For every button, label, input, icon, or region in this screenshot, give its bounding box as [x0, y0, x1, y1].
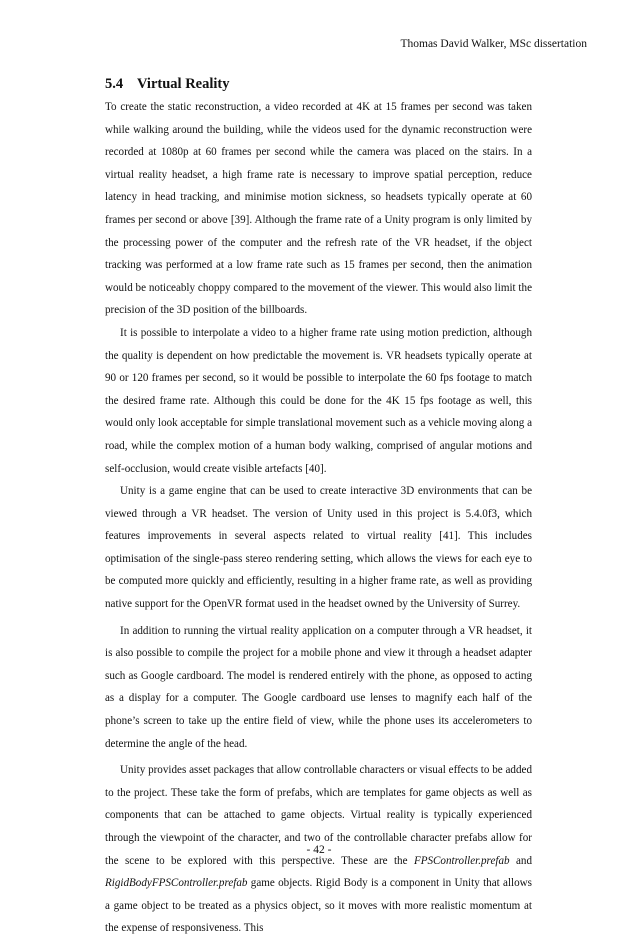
prefab-name-rigidbody-fps-controller: RigidBodyFPSController.prefab [105, 877, 248, 890]
section-heading [105, 76, 230, 93]
paragraph-4: In addition to running the virtual reality application on a computer through a VR headset, it is also possible to compile the project for a mobile phone and view it through a headset adapter such as Google cardboard. The model is rendered entirely with the phone, as opposed to acting as a display for a computer. The Google cardboard use lenses to magnify each half of the phone’s screen to take up the entire field of view, while the phone uses its accelerometers to determine the angle of the head. [105, 624, 532, 750]
section-title: Virtual Reality [137, 76, 230, 92]
page-number: - 42 - [306, 844, 332, 856]
running-header: Thomas David Walker, MSc dissertation [400, 38, 587, 50]
body-text [105, 96, 532, 940]
paragraph-2: It is possible to interpolate a video to a higher frame rate using motion prediction, although the quality is dependent on how predictable the movement is. VR headsets typically operate at 90 or 120 frames per second, so it would be possible to interpolate the 60 fps footage to match the desired frame rate. Although this could be done for the 4K 15 fps footage as well, this would only look acceptable for simple translational movement such as a vehicle moving along a road, while the complex motion of a human body walking, comprised of angular motions and self-occlusion, would create visible artefacts [40]. [105, 326, 532, 475]
paragraph-5-text-c: game objects. Rigid Body is a component in Unity that allows a game object to be treated as a physics object, so it moves with more realistic momentum at the expense of responsiveness. This [105, 877, 532, 935]
section-number: 5.4 [105, 76, 124, 92]
prefab-name-fps-controller: FPSController.prefab [413, 854, 510, 867]
paragraph-1: To create the static reconstruction, a video recorded at 4K at 15 frames per second was taken while walking around the building, while the videos used for the dynamic reconstruction were recorded at 1080p at 60 frames per second while the camera was placed on the stairs. In a virtual reality headset, a high frame rate is necessary to improve spatial perception, reduce latency in head tracking, and minimise motion sickness, so headsets typically operate at 60 frames per second or above [39]. Although the frame rate of a Unity program is only limited by the processing power of the computer and the refresh rate of the VR headset, if the object tracking was performed at a low frame rate such as 15 frames per second, then the animation would be noticeably choppy compared to the movement of the viewer. This would also limit the precision of the 3D position of the billboards. [105, 101, 532, 317]
paragraph-5-text-a: Unity provides asset packages that allow controllable characters or visual effects to be added to the project. These take the form of prefabs, which are templates for game objects as well as components that can be attached to game objects. Virtual reality is typically experienced through the viewpoint of the character, and two of the controllable character prefabs allow for the scene to be explored with this perspective. These are the [105, 764, 532, 867]
paragraph-5-text-b: and [509, 854, 532, 867]
paragraph-3: Unity is a game engine that can be used to create interactive 3D environments that can be viewed through a VR headset. The version of Unity used in this project is 5.4.0f3, which features improvements in several aspects related to virtual reality [41]. This includes optimisation of the single-pass stereo rendering setting, which allows the views for each eye to be computed more quickly and efficiently, resulting in a higher frame rate, as well as providing native support for the OpenVR format used in the headset owned by the University of Surrey. [105, 485, 532, 611]
